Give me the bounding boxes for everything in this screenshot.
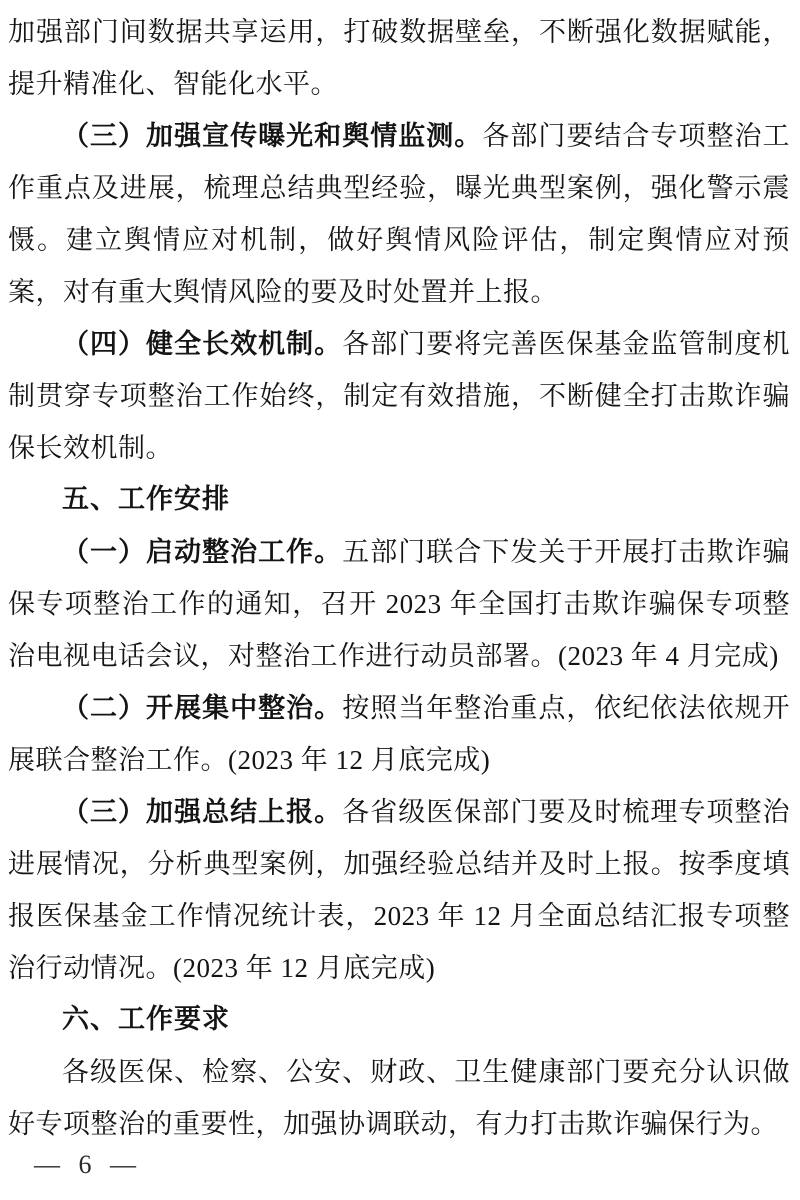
section-heading-text: 六、工作要求 [62,1004,230,1035]
paragraph-lead: （三）加强宣传曝光和舆情监测。 [62,121,483,151]
paragraph-text: 加强部门间数据共享运用，打破数据壁垒，不断强化数据赋能，提升精准化、智能化水平。 [8,17,790,99]
paragraph-lead: （二）开展集中整治。 [62,693,343,723]
paragraph [8,318,790,474]
paragraph [8,526,790,682]
paragraph-text: 各部门要将完善医保基金监管制度机制贯穿专项整治工作始终，制定有效措施，不断健全打击欺诈骗保长效机制。 [8,329,791,463]
paragraph-lead: （三）加强总结上报。 [62,797,343,827]
paragraph-lead: （一）启动整治工作。 [62,537,343,567]
paragraph-text: 各级医保、检察、公安、财政、卫生健康部门要充分认识做好专项整治的重要性，加强协调联动，有力打击欺诈骗保行为。 [8,1057,790,1139]
paragraph [8,786,790,994]
paragraph-text: 各部门要结合专项整治工作重点及进展，梳理总结典型经验，曝光典型案例，强化警示震慑。建立舆情应对机制，做好舆情风险评估，制定舆情应对预案，对有重大舆情风险的要及时处置并上报。 [8,121,791,307]
paragraph-lead: （四）健全长效机制。 [62,329,343,359]
paragraph [8,110,790,318]
paragraph [8,682,790,786]
paragraph [8,6,790,110]
paragraph-text: 按照当年整治重点，依纪依法依规开展联合整治工作。(2023 年 12 月底完成) [8,693,791,775]
paragraph [8,1046,790,1150]
section-heading [8,994,790,1046]
page-number: — 6 — [34,1150,142,1179]
paragraph-text: 各省级医保部门要及时梳理专项整治进展情况，分析典型案例，加强经验总结并及时上报。按季度填报医保基金工作情况统计表，2023 年 12 月全面总结汇报专项整治行动情况。(2023 年 12 月底完成) [8,797,791,983]
section-heading [8,474,790,526]
section-heading-text: 五、工作安排 [62,484,230,515]
paragraph-text: 五部门联合下发关于开展打击欺诈骗保专项整治工作的通知，召开 2023 年全国打击欺诈骗保专项整治电视电话会议，对整治工作进行动员部署。(2023 年 4 月完成) [8,537,791,671]
